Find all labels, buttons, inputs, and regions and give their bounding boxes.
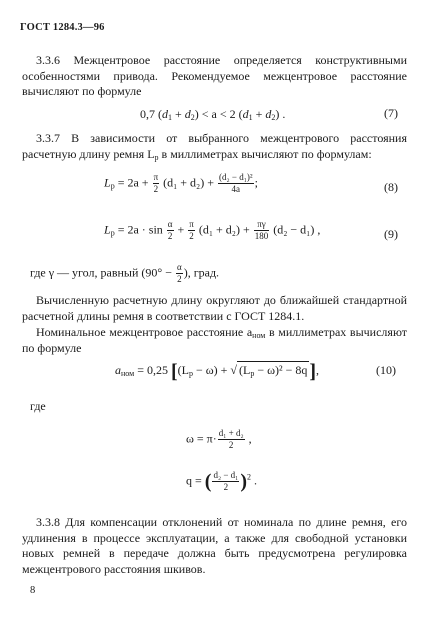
paragraph-3-3-7: 3.3.7 В зависимости от выбранного межцентрового расстояния расчетную длину ремня $L_р$ в миллиметрах вычисляют по формулам: <box>22 131 407 162</box>
q-equation: q = ( $\frac{\text{d₂ − d₁}}{2}$ )$^2$ . <box>186 470 257 493</box>
equation-8: $L_p = 2a$ + $\frac{\pi}{2}$ (d₁ + d₂) + $\frac{\text{(d₂ − d₁)²}}{4a}$ ; <box>104 172 258 194</box>
equation-7-number: (7) <box>384 106 398 120</box>
equation-10: $a_{ном} = 0,25$ [$(L_р - \omega)$ + √ $(L_р - \omega)^2 - 8q$ ], <box>115 360 320 383</box>
document-header: ГОСТ 1284.3—96 <box>20 22 105 33</box>
gamma-definition: где γ — угол, равный (90° − $\frac{\alpha}{2}$ ), град. <box>30 262 220 284</box>
page-number: 8 <box>30 585 36 596</box>
paragraph-3-3-8: 3.3.8 Для компенсации отклонений от номинала по длине ремня, его удлинения в процессе эксплуатации, а также для свободной установки новых ремней в передаче должна быть предусмотрена регулировка межцентрового расстояния шкивов. <box>22 515 407 576</box>
equation-9: $L_p = 2a \cdot \sin$ $\frac{\alpha}{2}$ + $\frac{\pi}{2}$ (d₁ + d₂) + $\frac{\pi\gamma}{180}$ (d₂ − d₁) , <box>104 219 321 241</box>
paragraph-nominal-distance: Номинальное межцентровое расстояние $a_{ном}$ в миллиметрах вычисляют по формуле <box>22 325 407 355</box>
where-label: где <box>30 399 46 413</box>
equation-10-number: (10) <box>376 363 396 377</box>
equation-8-number: (8) <box>384 180 398 194</box>
omega-equation: ω = π· $\frac{\text{d₁ + d₂}}{2}$ , <box>186 428 252 450</box>
paragraph-3-3-6: 3.3.6 Межцентровое расстояние определяется конструктивными особенностями привода. Рекомендуемое межцентровое расстояние вычисляют по формуле <box>22 53 407 98</box>
equation-9-number: (9) <box>384 227 398 241</box>
paragraph-rounding: Вычисленную расчетную длину округляют до ближайшей стандартной расчетной длины ремня в соответствии с ГОСТ 1284.1. <box>22 293 407 323</box>
equation-7: 0,7 $(d_1 + d_2) < a < 2$ $(d_1 + d_2)$ . <box>140 107 286 122</box>
